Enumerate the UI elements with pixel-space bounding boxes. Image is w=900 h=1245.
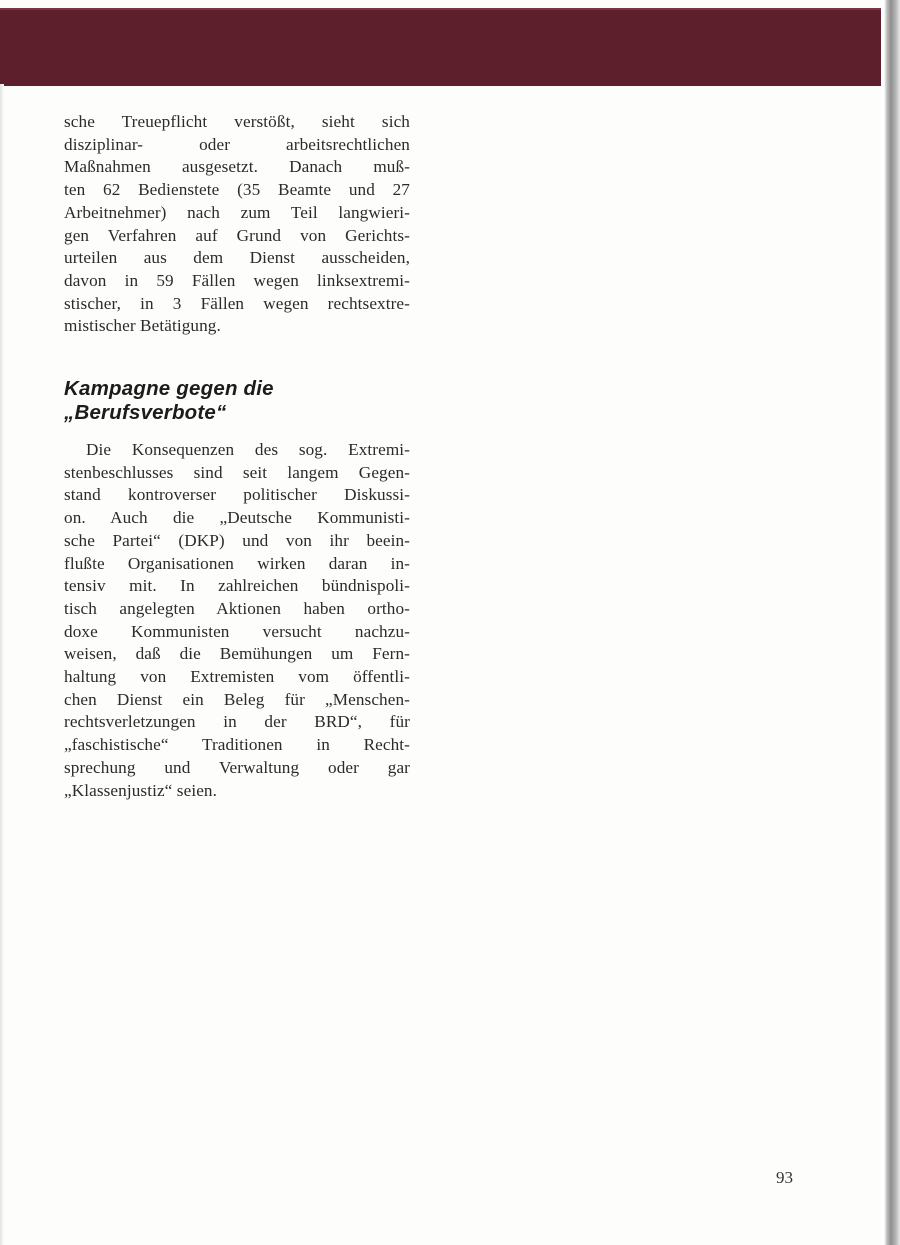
- text-line: doxe Kommunisten versucht nachzu-: [64, 621, 410, 641]
- text-line: sprechung und Verwaltung oder gar: [64, 757, 410, 777]
- heading-line-1: Kampagne gegen die: [64, 377, 274, 401]
- text-line: tensiv mit. In zahlreichen bündnispoli-: [64, 576, 410, 596]
- section-heading: [64, 377, 410, 425]
- text-line: Die Konsequenzen des sog. Extremi-: [86, 440, 410, 460]
- text-line: mistischer Betätigung.: [64, 316, 221, 336]
- text-line: tisch angelegten Aktionen haben ortho-: [64, 598, 410, 618]
- text-column: [64, 111, 410, 802]
- text-line: stischer, in 3 Fällen wegen rechtsextre-: [64, 293, 410, 313]
- text-line: sche Partei“ (DKP) und von ihr beein-: [64, 530, 410, 550]
- text-line: chen Dienst ein Beleg für „Menschen-: [64, 689, 410, 709]
- text-line: gen Verfahren auf Grund von Gerichts-: [64, 225, 410, 245]
- header-band: [0, 8, 881, 86]
- text-line: haltung von Extremisten vom öffentli-: [64, 667, 410, 687]
- text-line: disziplinar- oder arbeitsrechtlichen: [64, 134, 410, 154]
- text-line: stenbeschlusses sind seit langem Gegen-: [64, 462, 410, 482]
- text-line: weisen, daß die Bemühungen um Fern-: [64, 644, 410, 664]
- page-left-edge: [0, 84, 4, 1245]
- page-number: 93: [776, 1168, 793, 1187]
- text-line: Arbeitnehmer) nach zum Teil langwieri-: [64, 202, 410, 222]
- text-line: „faschistische“ Traditionen in Recht-: [64, 735, 410, 755]
- text-line: sche Treuepflicht verstößt, sieht sich: [64, 112, 410, 131]
- text-line: rechtsverletzungen in der BRD“, für: [64, 712, 410, 732]
- text-line: „Klassenjustiz“ seien.: [64, 780, 218, 800]
- text-line: Maßnahmen ausgesetzt. Danach muß-: [64, 157, 410, 177]
- heading-line-2: „Berufsverbote“: [64, 401, 227, 425]
- text-line: flußte Organisationen wirken daran in-: [64, 553, 410, 573]
- text-line: on. Auch die „Deutsche Kommunisti-: [64, 508, 410, 528]
- paragraph-treuepflicht: [64, 111, 410, 338]
- text-line: davon in 59 Fällen wegen linksextremi-: [64, 270, 410, 290]
- text-line: urteilen aus dem Dienst ausscheiden,: [64, 248, 410, 268]
- text-line: stand kontroverser politischer Diskussi-: [64, 485, 410, 505]
- text-line: ten 62 Bedienstete (35 Beamte und 27: [64, 180, 410, 200]
- page-right-edge: [881, 0, 900, 1245]
- paragraph-kampagne: [64, 439, 410, 802]
